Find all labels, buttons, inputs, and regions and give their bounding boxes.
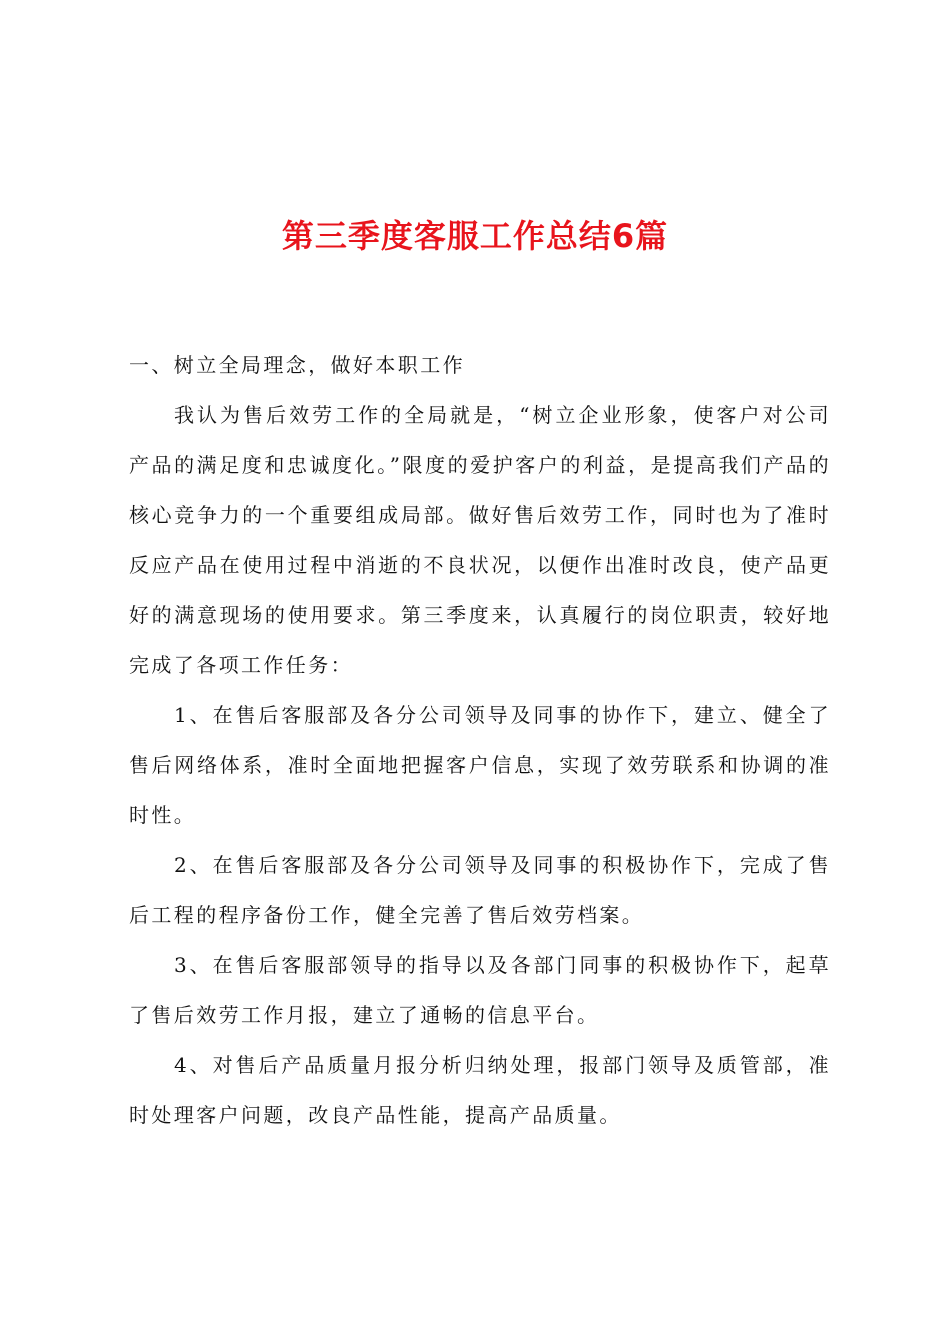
paragraph-item-3: 3、在售后客服部领导的指导以及各部门同事的积极协作下，起草了售后效劳工作月报，建立了通畅的信息平台。 xyxy=(129,953,831,1027)
document-body xyxy=(129,340,831,1140)
paragraph-intro: 我认为售后效劳工作的全局就是，“树立企业形象，使客户对公司产品的满足度和忠诚度化。”限度的爱护客户的利益，是提高我们产品的核心竞争力的一个重要组成局部。做好售后效劳工作，同时也为了准时反应产品在使用过程中消逝的不良状况，以便作出准时改良，使产品更好的满意现场的使用要求。第三季度来，认真履行的岗位职责，较好地完成了各项工作任务： xyxy=(129,403,831,677)
paragraph-item-2: 2、在售后客服部及各分公司领导及同事的积极协作下，完成了售后工程的程序备份工作，健全完善了售后效劳档案。 xyxy=(129,853,831,927)
document-title: 第三季度客服工作总结6篇 xyxy=(281,217,669,255)
paragraph-item-4: 4、对售后产品质量月报分析归纳处理，报部门领导及质管部，准时处理客户问题，改良产品性能，提高产品质量。 xyxy=(129,1053,831,1127)
section-heading: 一、树立全局理念，做好本职工作 xyxy=(129,353,465,377)
paragraph-item-1: 1、在售后客服部及各分公司领导及同事的协作下，建立、健全了售后网络体系，准时全面地把握客户信息，实现了效劳联系和协调的准时性。 xyxy=(129,703,831,827)
